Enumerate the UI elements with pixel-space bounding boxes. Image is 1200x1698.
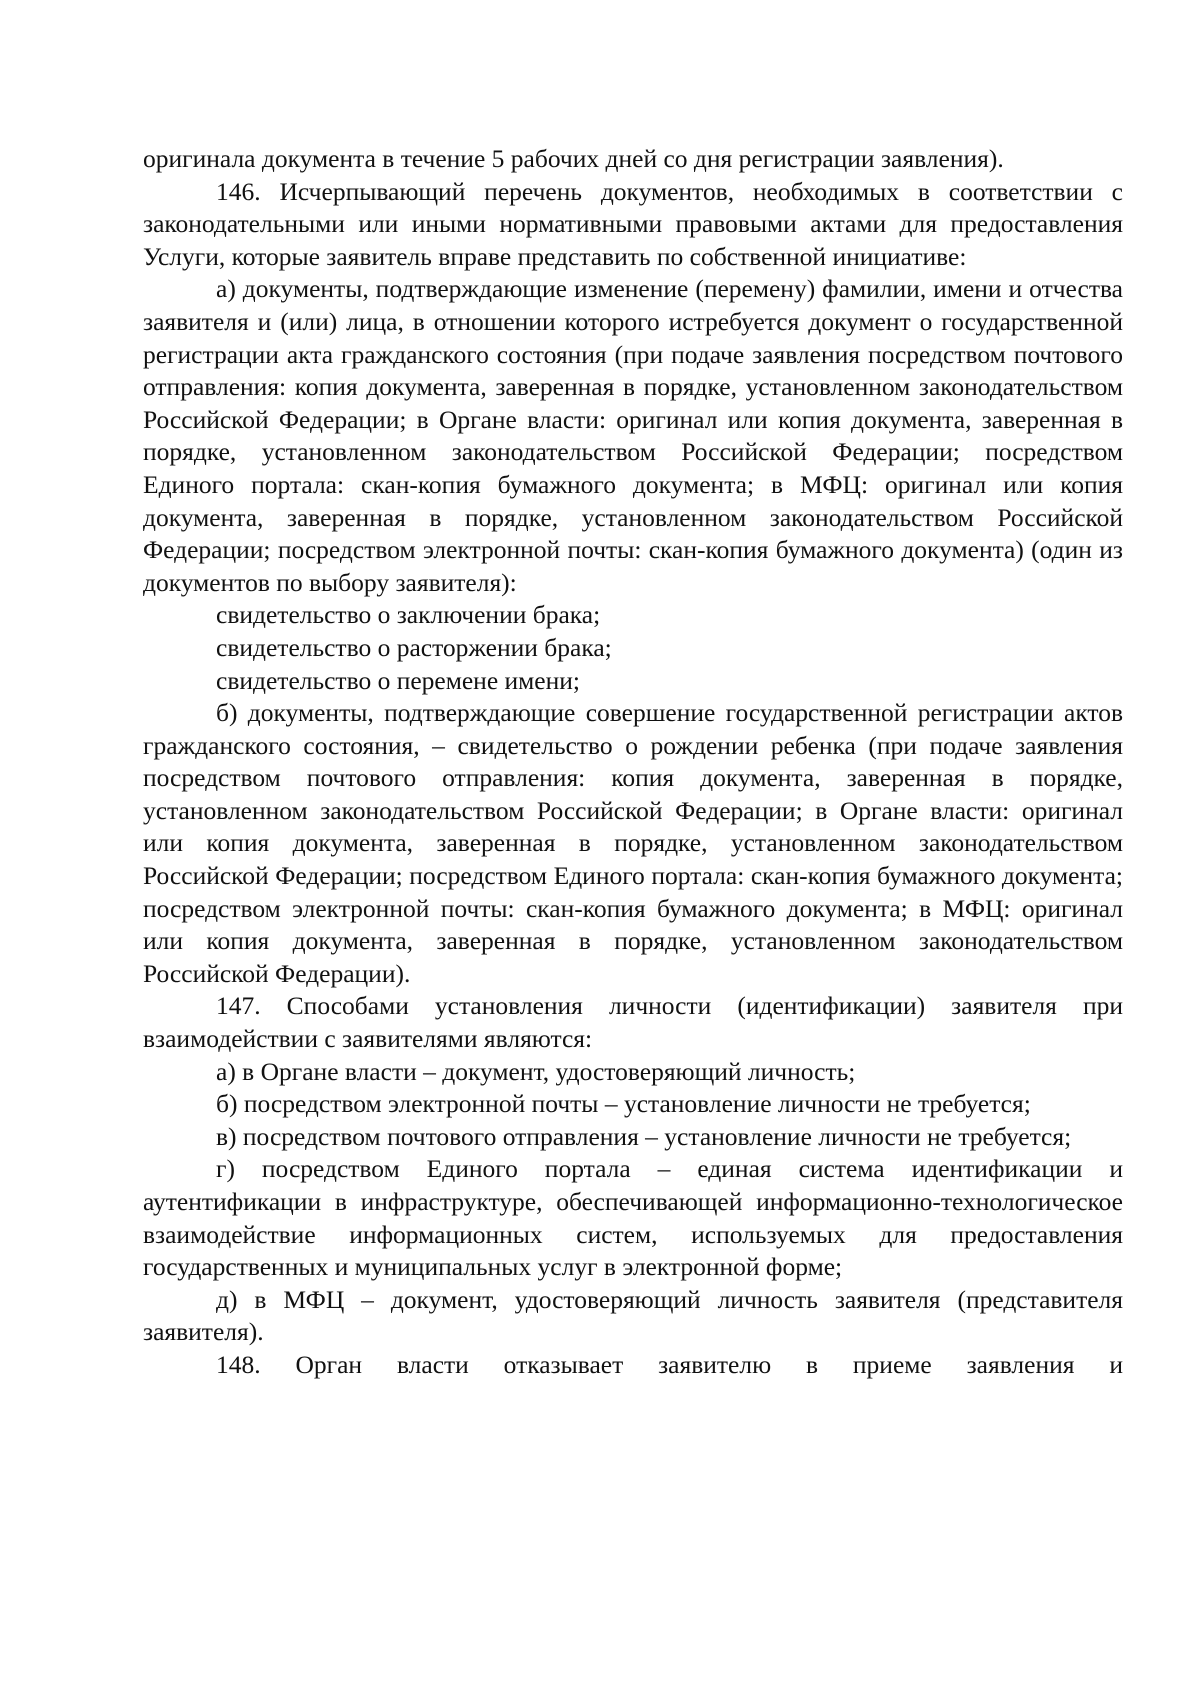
paragraph-147-d: д) в МФЦ – документ, удостоверяющий личность заявителя (представителя заявителя). — [143, 1284, 1123, 1347]
paragraph-147-g: г) посредством Единого портала – единая система идентификации и аутентификации в инфраструктуре, обеспечивающей информационно-технологическое взаимодействие информационных систем, используемых для предоставления государственных и муниципальных услуг в электронной форме; — [143, 1154, 1123, 1282]
paragraph-147-a: а) в Органе власти – документ, удостоверяющий личность; — [216, 1056, 856, 1086]
paragraph-146-a: а) документы, подтверждающие изменение (перемену) фамилии, имени и отчества заявителя и (или) лица, в отношении которого истребуется документ о государственной регистрации акта гражданского состояния (при подаче заявления посредством почтового отправления: копия документа, заверенная в порядке, установленном законодательством Российской Федерации; в Органе власти: оригинал или копия документа, заверенная в порядке, установленном законодательством Российской Федерации; посредством Единого портала: скан-копия бумажного документа; в МФЦ: оригинал или копия документа, заверенная в порядке, установленном законодательством Российской Федерации; посредством электронной почты: скан-копия бумажного документа) (один из документов по выбору заявителя): — [143, 274, 1123, 597]
list-item-divorce-certificate: свидетельство о расторжении брака; — [216, 632, 612, 662]
paragraph-148: 148. Орган власти отказывает заявителю в приеме заявления и — [216, 1349, 1123, 1379]
paragraph-continuation: оригинала документа в течение 5 рабочих дней со дня регистрации заявления). — [143, 144, 1004, 173]
list-item-marriage-certificate: свидетельство о заключении брака; — [216, 600, 601, 630]
paragraph-146: 146. Исчерпывающий перечень документов, необходимых в соответствии с законодательными или иными нормативными правовыми актами для предоставления Услуги, которые заявитель вправе представить по собственной инициативе: — [143, 176, 1123, 271]
paragraph-147: 147. Способами установления личности (идентификации) заявителя при взаимодействии с заявителями являются: — [143, 991, 1123, 1054]
paragraph-147-v: в) посредством почтового отправления – установление личности не требуется; — [216, 1121, 1072, 1151]
paragraph-146-b: б) документы, подтверждающие совершение государственной регистрации актов гражданского состояния, – свидетельство о рождении ребенка (при подаче заявления посредством почтового отправления: копия документа, заверенная в порядке, установленном законодательством Российской Федерации; в Органе власти: оригинал или копия документа, заверенная в порядке, установленном законодательством Российской Федерации; посредством Единого портала: скан-копия бумажного документа; посредством электронной почты: скан-копия бумажного документа; в МФЦ: оригинал или копия документа, заверенная в порядке, установленном законодательством Российской Федерации). — [143, 698, 1123, 988]
paragraph-147-b: б) посредством электронной почты – установление личности не требуется; — [216, 1089, 1031, 1119]
list-item-name-change-certificate: свидетельство о перемене имени; — [216, 665, 580, 695]
document-body — [143, 143, 1123, 1382]
